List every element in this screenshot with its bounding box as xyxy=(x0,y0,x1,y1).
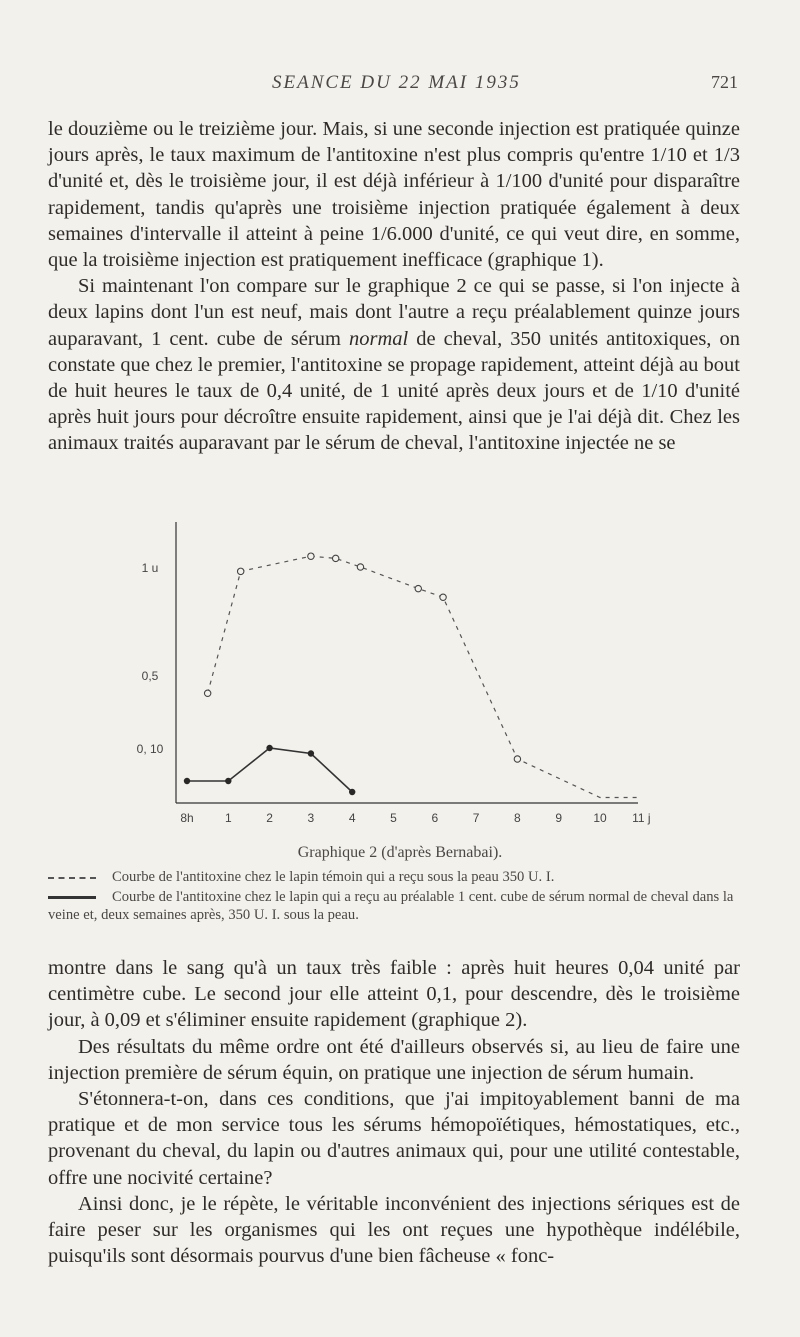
running-head: SEANCE DU 22 MAI 1935 xyxy=(272,72,521,93)
paragraph-4: Des résultats du même ordre ont été d'ailleurs observés si, au lieu de faire une injection première de sérum équin, on pratique une injection de sérum humain. xyxy=(48,1035,740,1084)
legend-dashed-text: Courbe de l'antitoxine chez le lapin témoin qui a reçu sous la peau 350 U. I. xyxy=(112,869,555,885)
x-tick-label: 6 xyxy=(431,811,439,825)
paragraph-3: montre dans le sang qu'à un taux très faible : après huit heures 0,04 unité par centimètre cube. Le second jour elle atteint 0,1, pour descendre, dès le troisième jour, à 0,09 et s'éliminer ensuite rapidement (graphique 2). xyxy=(48,957,740,1032)
series-temoin-point xyxy=(440,594,446,600)
y-tick-label: 1 u xyxy=(141,561,159,575)
x-tick-label: 9 xyxy=(555,811,563,825)
legend-solid xyxy=(48,888,740,924)
paragraph-5: S'étonnera-t-on, dans ces conditions, que j'ai impitoyablement banni de ma pratique et de mon service tous les sérums hémopoïétiques, hémostatiques, etc., provenant du cheval, du lapin ou d'autres animaux qui, pour une utilité contestable, offre une nocivité certaine? xyxy=(48,1088,740,1189)
x-tick-label: 8 xyxy=(514,811,521,825)
series-temoin-point xyxy=(514,756,520,762)
paragraph-2: Si maintenant l'on compare sur le graphique 2 ce qui se passe, si l'on injecte à deux lapins dont l'un est neuf, mais dont l'autre a reçu préalablement quinze jours auparavant, 1 cent. cube de sérum normal de cheval, 350 unités antitoxiques, on constate que chez le premier, l'antitoxine se propage rapidement, atteint déjà au bout de huit heures le taux de 0,4 unité, de 1 unité après deux jours et de 1/10 d'unité après huit jours pour décroître ensuite rapidement, ainsi que je l'ai déjà dit. Chez les animaux traités auparavant par le sérum de cheval, l'antitoxine injectée ne se xyxy=(48,275,740,455)
figure-graphique-2 xyxy=(0,510,800,840)
paragraph-1: le douzième ou le treizième jour. Mais, si une seconde injection est pratiquée quinze jours après, le taux maximum de l'antitoxine n'est plus compris qu'entre 1/10 et 1/3 d'unité et, dès le troisième jour, il est déjà inférieur à 1/100 d'unité pour disparaître rapidement, tandis qu'après une troisième injection pratiquée également à deux semaines d'intervalle il atteint à peine 1/6.000 d'unité, ce qui veut dire, en somme, que la troisième injection est pratiquement inefficace (graphique 1). xyxy=(48,118,740,272)
legend-solid-text: Courbe de l'antitoxine chez le lapin qui a reçu au préalable 1 cent. cube de sérum normal de cheval dans la veine et, deux semaines après, 350 U. I. sous la peau. xyxy=(48,889,734,923)
series-temoin-point xyxy=(415,585,421,591)
series-prepared-point xyxy=(184,778,190,784)
y-tick-label: 0, 10 xyxy=(136,742,164,756)
x-tick-label: 11 j xyxy=(632,811,651,825)
chart-svg xyxy=(0,510,800,840)
x-tick-label: 1 xyxy=(224,811,232,825)
series-temoin-point xyxy=(204,690,210,696)
x-tick-label: 5 xyxy=(390,811,397,825)
series-prepared-point xyxy=(308,750,314,756)
x-tick-label: 3 xyxy=(307,811,315,825)
x-tick-label: 8h xyxy=(180,811,194,825)
series-prepared-point xyxy=(266,745,272,751)
page-number: 721 xyxy=(711,72,738,92)
legend-solid-swatch xyxy=(48,896,96,899)
figure-caption: Graphique 2 (d'après Bernabai). xyxy=(297,844,503,861)
series-temoin-point xyxy=(332,555,338,561)
series-temoin-point xyxy=(308,553,314,559)
series-temoin-point xyxy=(357,564,363,570)
x-tick-label: 10 xyxy=(593,811,607,825)
x-tick-label: 7 xyxy=(472,811,480,825)
paragraph-6: Ainsi donc, je le répète, le véritable inconvénient des injections sériques est de faire peser sur les organismes qui les ont reçues une hypothèque indélébile, puisqu'ils sont désormais pourvus d'une bien fâcheuse « fonc- xyxy=(48,1192,740,1268)
series-prepared-line xyxy=(187,748,352,792)
series-prepared-point xyxy=(225,778,231,784)
y-tick-label: 0,5 xyxy=(141,669,159,683)
text-block-top xyxy=(48,116,740,457)
x-tick-label: 2 xyxy=(266,811,273,825)
text-block-bottom xyxy=(48,955,740,1269)
series-prepared-point xyxy=(349,789,355,795)
legend-dashed-swatch xyxy=(48,877,96,879)
series-temoin-point xyxy=(237,568,243,574)
page-header xyxy=(0,72,800,98)
series-temoin-line xyxy=(208,556,642,797)
legend-dashed xyxy=(48,868,740,886)
emphasis-normal: normal xyxy=(348,327,409,350)
x-tick-label: 4 xyxy=(348,811,356,825)
